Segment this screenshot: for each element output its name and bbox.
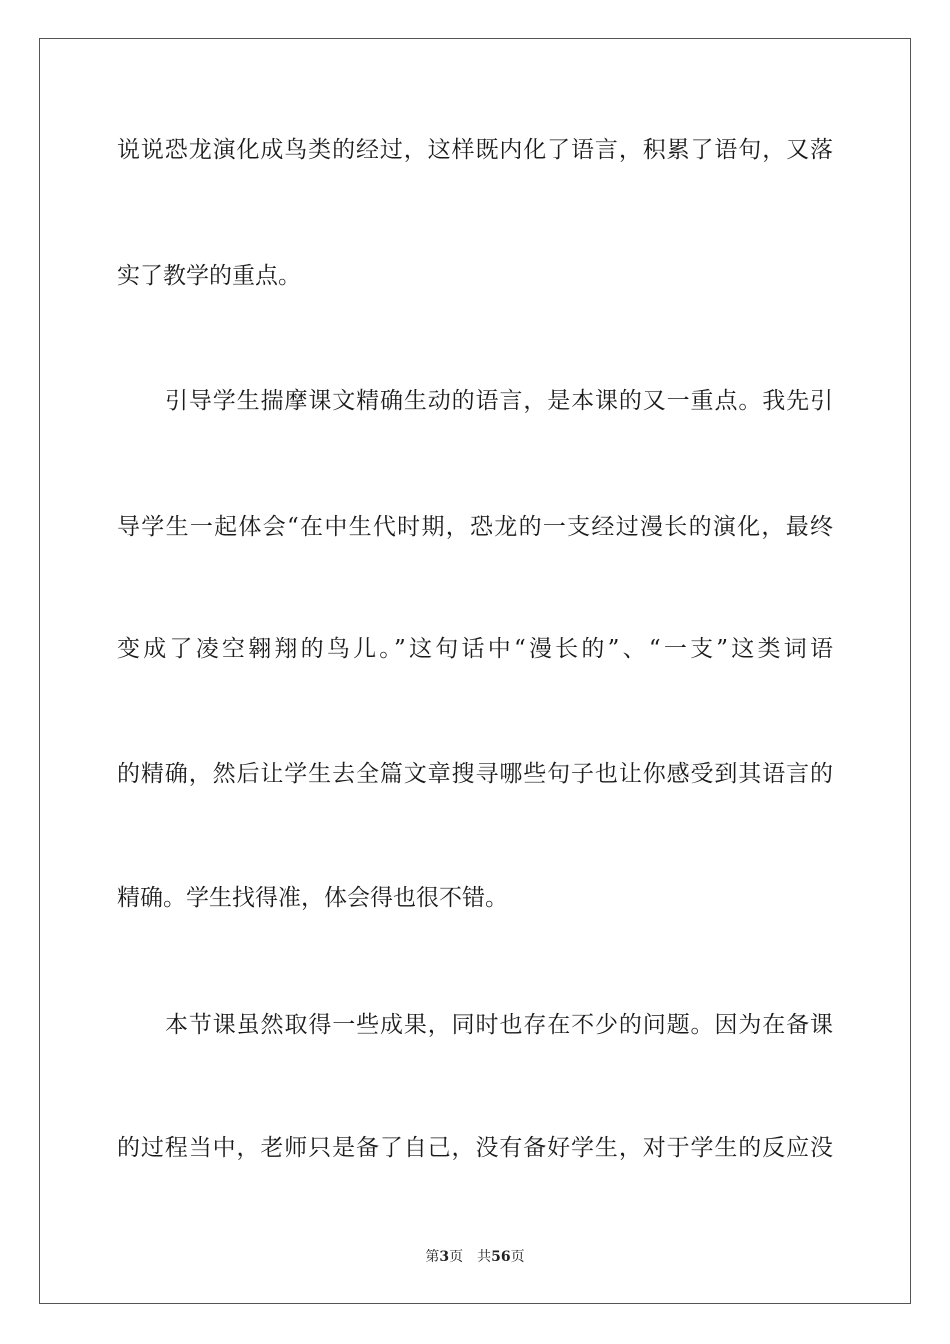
page-prefix: 第	[425, 1249, 440, 1265]
page-footer	[0, 1248, 950, 1266]
current-page-number: 3	[439, 1249, 450, 1265]
total-suffix: 页	[510, 1249, 525, 1265]
paragraph-start-line: 引导学生揣摩课文精确生动的语言，是本课的又一重点。我先引	[165, 388, 833, 414]
page-suffix: 页	[449, 1249, 464, 1265]
text-line: 的过程当中，老师只是备了自己，没有备好学生，对于学生的反应没	[117, 1135, 833, 1161]
paragraph-start-line: 本节课虽然取得一些成果，同时也存在不少的问题。因为在备课	[165, 1012, 833, 1038]
text-line: 变成了凌空翱翔的鸟儿。”这句话中“漫长的”、“一支”这类词语	[117, 636, 833, 662]
page-border	[39, 38, 911, 1304]
text-line: 导学生一起体会“在中生代时期，恐龙的一支经过漫长的演化，最终	[117, 514, 833, 540]
total-prefix: 共	[477, 1249, 492, 1265]
text-line: 说说恐龙演化成鸟类的经过，这样既内化了语言，积累了语句，又落	[117, 137, 833, 163]
text-line: 实了教学的重点。	[117, 263, 301, 289]
text-line: 精确。学生找得准，体会得也很不错。	[117, 885, 508, 911]
text-line: 的精确，然后让学生去全篇文章搜寻哪些句子也让你感受到其语言的	[117, 761, 833, 787]
total-page-count: 56	[491, 1249, 511, 1265]
